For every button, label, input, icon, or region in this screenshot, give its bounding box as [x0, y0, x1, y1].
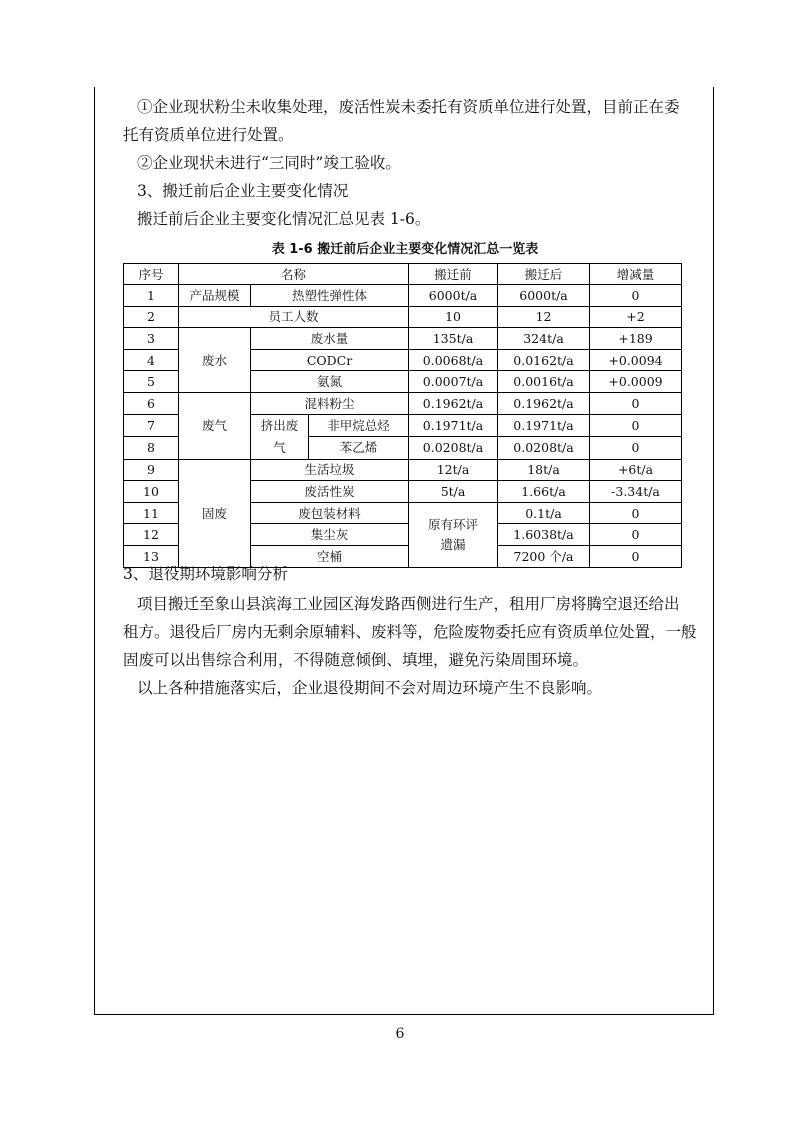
- cell-change: -3.34t/a: [590, 481, 682, 503]
- cell-item: 氨氮: [251, 371, 409, 393]
- cell-before: 135t/a: [409, 328, 498, 350]
- cell-change: 0: [590, 392, 682, 414]
- cell-after: 1.6038t/a: [498, 524, 590, 546]
- cell-change: 0: [590, 285, 682, 307]
- header-no: 序号: [124, 264, 179, 285]
- cell-before: 0.0007t/a: [409, 371, 498, 393]
- group-product-scale: 产品规模: [179, 285, 251, 307]
- cell-no: 13: [124, 545, 179, 567]
- cell-change: +2: [590, 306, 682, 328]
- cell-no: 8: [124, 437, 179, 460]
- cell-change: 0: [590, 437, 682, 460]
- table-row: [124, 459, 682, 481]
- table-header-row: [124, 264, 682, 285]
- cell-legacy-omission: 原有环评遗漏: [409, 502, 498, 567]
- section-heading-decommission: 3、退役期环境影响分析: [123, 565, 288, 583]
- cell-change: +6t/a: [590, 459, 682, 481]
- cell-after: 6000t/a: [498, 285, 590, 307]
- cell-change: 0: [590, 524, 682, 546]
- cell-before: 12t/a: [409, 459, 498, 481]
- cell-change: 0: [590, 545, 682, 567]
- group-wastewater: 废水: [179, 328, 251, 393]
- cell-item: 废活性炭: [251, 481, 409, 503]
- cell-item: 苯乙烯: [309, 437, 409, 460]
- cell-after: 0.1962t/a: [498, 392, 590, 414]
- cell-no: 1: [124, 285, 179, 307]
- cell-after: 12: [498, 306, 590, 328]
- cell-change: +0.0094: [590, 349, 682, 371]
- cell-before: 0.0208t/a: [409, 437, 498, 460]
- cell-before: 0.1971t/a: [409, 414, 498, 437]
- cell-item: 混料粉尘: [251, 392, 409, 414]
- cell-item: 非甲烷总烃: [309, 414, 409, 437]
- cell-after: 0.0162t/a: [498, 349, 590, 371]
- paragraph-4-line-1: 项目搬迁至象山县滨海工业园区海发路西侧进行生产，租用厂房将腾空退还给出: [137, 595, 680, 613]
- cell-item: 废水量: [251, 328, 409, 350]
- paragraph-4-line-3: 固废可以出售综合利用，不得随意倾倒、填埋，避免污染周围环境。: [123, 651, 589, 669]
- cell-before: 5t/a: [409, 481, 498, 503]
- cell-no: 9: [124, 459, 179, 481]
- header-change: 增减量: [590, 264, 682, 285]
- cell-after: 1.66t/a: [498, 481, 590, 503]
- cell-no: 10: [124, 481, 179, 503]
- cell-change: 0: [590, 414, 682, 437]
- cell-item: CODCr: [251, 349, 409, 371]
- change-summary-table: [123, 263, 682, 568]
- table-caption: 表 1-6 搬迁前后企业主要变化情况汇总一览表: [271, 242, 539, 257]
- cell-after: 0.1971t/a: [498, 414, 590, 437]
- group-extrusion-gas: 挤出废气: [251, 414, 309, 459]
- cell-after: 324t/a: [498, 328, 590, 350]
- header-before: 搬迁前: [409, 264, 498, 285]
- cell-after: 0.0208t/a: [498, 437, 590, 460]
- section-heading-relocation: 3、搬迁前后企业主要变化情况: [137, 182, 349, 200]
- cell-before: 6000t/a: [409, 285, 498, 307]
- cell-item: 生活垃圾: [251, 459, 409, 481]
- cell-no: 7: [124, 414, 179, 437]
- paragraph-1-line-1: ①企业现状粉尘未收集处理，废活性炭未委托有资质单位进行处置，目前正在委: [137, 98, 680, 116]
- cell-no: 5: [124, 371, 179, 393]
- cell-after: 0.0016t/a: [498, 371, 590, 393]
- cell-item: 员工人数: [179, 306, 409, 328]
- cell-change: +189: [590, 328, 682, 350]
- cell-no: 4: [124, 349, 179, 371]
- paragraph-2: ②企业现状未进行“三同时”竣工验收。: [137, 154, 401, 172]
- cell-after: 7200 个/a: [498, 545, 590, 567]
- paragraph-4-line-2: 租方。退役后厂房内无剩余原辅料、废料等，危险废物委托应有资质单位处置，一般: [123, 623, 697, 641]
- page-number: 6: [395, 1026, 405, 1042]
- cell-before: 10: [409, 306, 498, 328]
- paragraph-5: 以上各种措施落实后，企业退役期间不会对周边环境产生不良影响。: [137, 679, 603, 697]
- cell-after: 18t/a: [498, 459, 590, 481]
- table-row: [124, 306, 682, 328]
- cell-no: 6: [124, 392, 179, 414]
- cell-item: 集尘灰: [251, 524, 409, 546]
- cell-no: 12: [124, 524, 179, 546]
- cell-item: 热塑性弹性体: [251, 285, 409, 307]
- paragraph-1-line-2: 托有资质单位进行处置。: [123, 126, 294, 144]
- header-after: 搬迁后: [498, 264, 590, 285]
- cell-no: 2: [124, 306, 179, 328]
- cell-item: 空桶: [251, 545, 409, 567]
- cell-after: 0.1t/a: [498, 502, 590, 524]
- header-name: 名称: [179, 264, 409, 285]
- table-row: [124, 328, 682, 350]
- cell-change: +0.0009: [590, 371, 682, 393]
- cell-change: 0: [590, 502, 682, 524]
- page-frame: [94, 87, 714, 1015]
- cell-before: 0.0068t/a: [409, 349, 498, 371]
- cell-no: 3: [124, 328, 179, 350]
- cell-item: 废包装材料: [251, 502, 409, 524]
- paragraph-3: 搬迁前后企业主要变化情况汇总见表 1-6。: [137, 210, 431, 228]
- cell-before: 0.1962t/a: [409, 392, 498, 414]
- cell-no: 11: [124, 502, 179, 524]
- table-row: [124, 285, 682, 307]
- group-waste-gas: 废气: [179, 392, 251, 459]
- table-row: [124, 392, 682, 414]
- group-solid-waste: 固废: [179, 459, 251, 567]
